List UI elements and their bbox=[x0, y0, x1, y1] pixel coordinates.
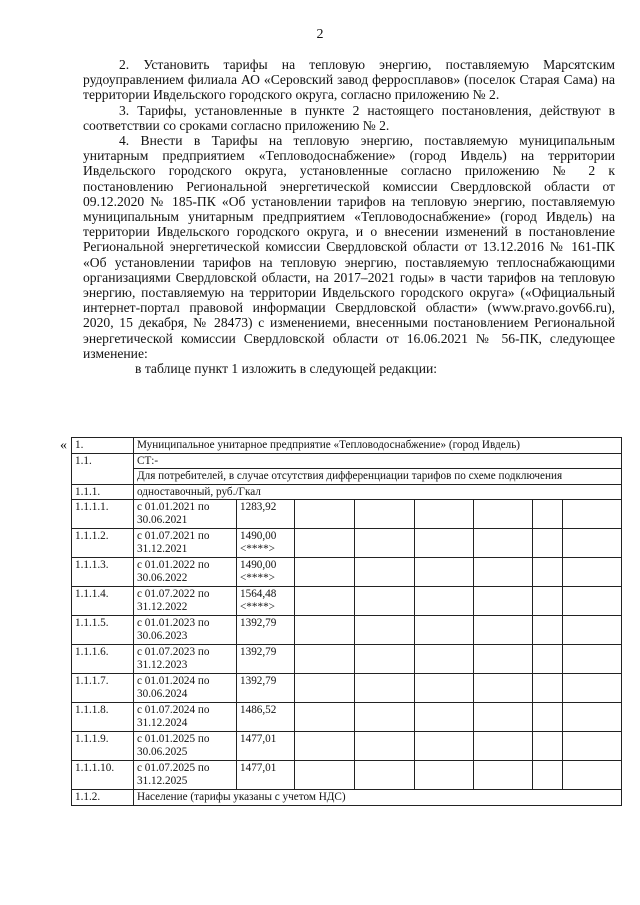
empty-cell bbox=[295, 703, 355, 732]
tariff-value: 1564,48 <****> bbox=[237, 587, 295, 616]
empty-cell bbox=[415, 500, 474, 529]
empty-cell bbox=[563, 529, 622, 558]
consumer-group: Население (тарифы указаны с учетом НДС) bbox=[134, 790, 622, 806]
empty-cell bbox=[295, 500, 355, 529]
empty-cell bbox=[474, 558, 533, 587]
tariff-value: 1477,01 bbox=[237, 761, 295, 790]
row-number: 1. bbox=[72, 438, 134, 454]
tariff-unit: одноставочный, руб./Гкал bbox=[134, 484, 622, 500]
empty-cell bbox=[563, 703, 622, 732]
empty-cell bbox=[355, 500, 415, 529]
period-cell: с 01.07.2021 по 31.12.2021 bbox=[134, 529, 237, 558]
period-cell: с 01.01.2023 по 30.06.2023 bbox=[134, 616, 237, 645]
empty-cell bbox=[295, 529, 355, 558]
table-row bbox=[72, 529, 622, 558]
table-row bbox=[72, 500, 622, 529]
empty-cell bbox=[415, 645, 474, 674]
empty-cell bbox=[355, 732, 415, 761]
empty-cell bbox=[295, 674, 355, 703]
empty-cell bbox=[415, 558, 474, 587]
tariff-value: 1392,79 bbox=[237, 674, 295, 703]
empty-cell bbox=[474, 500, 533, 529]
empty-cell bbox=[474, 703, 533, 732]
empty-cell bbox=[563, 732, 622, 761]
table-row bbox=[72, 645, 622, 674]
empty-cell bbox=[415, 761, 474, 790]
period-cell: с 01.01.2025 по 30.06.2025 bbox=[134, 732, 237, 761]
empty-cell bbox=[295, 587, 355, 616]
empty-cell bbox=[355, 587, 415, 616]
empty-cell bbox=[533, 587, 563, 616]
empty-cell bbox=[355, 703, 415, 732]
empty-cell bbox=[474, 732, 533, 761]
table-row bbox=[72, 674, 622, 703]
row-number: 1.1.1.5. bbox=[72, 616, 134, 645]
empty-cell bbox=[415, 587, 474, 616]
empty-cell bbox=[563, 500, 622, 529]
empty-cell bbox=[563, 674, 622, 703]
empty-cell bbox=[415, 674, 474, 703]
row-number: 1.1.1.6. bbox=[72, 645, 134, 674]
table-row bbox=[72, 616, 622, 645]
empty-cell bbox=[474, 645, 533, 674]
tariff-value: 1490,00 <****> bbox=[237, 558, 295, 587]
empty-cell bbox=[474, 674, 533, 703]
table-row bbox=[72, 587, 622, 616]
empty-cell bbox=[355, 761, 415, 790]
row-number: 1.1. bbox=[72, 453, 134, 484]
empty-cell bbox=[295, 616, 355, 645]
table-row bbox=[72, 469, 622, 485]
empty-cell bbox=[533, 703, 563, 732]
tariff-value: 1392,79 bbox=[237, 616, 295, 645]
row-number: 1.1.1.7. bbox=[72, 674, 134, 703]
empty-cell bbox=[295, 558, 355, 587]
table-row bbox=[72, 438, 622, 454]
row-number: 1.1.2. bbox=[72, 790, 134, 806]
tariff-value: 1392,79 bbox=[237, 645, 295, 674]
row-number: 1.1.1.3. bbox=[72, 558, 134, 587]
empty-cell bbox=[474, 529, 533, 558]
empty-cell bbox=[563, 761, 622, 790]
row-number: 1.1.1.8. bbox=[72, 703, 134, 732]
paragraph-3: 3. Тарифы, установленные в пункте 2 настоящего постановления, действуют в соответствии со сроками согласно приложению № 2. bbox=[83, 102, 615, 133]
row-number: 1.1.1.9. bbox=[72, 732, 134, 761]
table-row bbox=[72, 558, 622, 587]
empty-cell bbox=[355, 645, 415, 674]
empty-cell bbox=[563, 558, 622, 587]
empty-cell bbox=[533, 645, 563, 674]
period-cell: с 01.01.2021 по 30.06.2021 bbox=[134, 500, 237, 529]
table-row bbox=[72, 453, 622, 469]
page-number: 2 bbox=[316, 27, 324, 42]
consumer-group: Для потребителей, в случае отсутствия дифференциации тарифов по схеме подключения bbox=[134, 469, 622, 485]
tariff-value: 1486,52 bbox=[237, 703, 295, 732]
paragraph-2: 2. Установить тарифы на тепловую энергию, поставляемую Марсятским рудоуправлением филиала АО «Серовский завод ферросплавов» (поселок Старая Сама) на территории Ивдельского городского округа, согласно приложению № 2. bbox=[83, 57, 615, 103]
empty-cell bbox=[533, 529, 563, 558]
tariff-value: 1490,00 <****> bbox=[237, 529, 295, 558]
table-row bbox=[72, 761, 622, 790]
empty-cell bbox=[355, 616, 415, 645]
tariff-value: 1477,01 bbox=[237, 732, 295, 761]
organization-name: Муниципальное унитарное предприятие «Тепловодоснабжение» (город Ивдель) bbox=[134, 438, 622, 454]
period-cell: с 01.07.2025 по 31.12.2025 bbox=[134, 761, 237, 790]
opening-quote: « bbox=[60, 438, 67, 453]
table-row bbox=[72, 732, 622, 761]
empty-cell bbox=[415, 616, 474, 645]
empty-cell bbox=[474, 616, 533, 645]
row-number: 1.1.1.4. bbox=[72, 587, 134, 616]
row-number: 1.1.1.1. bbox=[72, 500, 134, 529]
row-number: 1.1.1.2. bbox=[72, 529, 134, 558]
empty-cell bbox=[415, 732, 474, 761]
period-cell: с 01.07.2022 по 31.12.2022 bbox=[134, 587, 237, 616]
period-cell: с 01.01.2022 по 30.06.2022 bbox=[134, 558, 237, 587]
tariff-table bbox=[71, 437, 622, 806]
empty-cell bbox=[533, 500, 563, 529]
period-cell: с 01.07.2023 по 31.12.2023 bbox=[134, 645, 237, 674]
empty-cell bbox=[533, 761, 563, 790]
empty-cell bbox=[415, 529, 474, 558]
period-cell: с 01.01.2024 по 30.06.2024 bbox=[134, 674, 237, 703]
empty-cell bbox=[533, 558, 563, 587]
empty-cell bbox=[355, 529, 415, 558]
period-cell: с 01.07.2024 по 31.12.2024 bbox=[134, 703, 237, 732]
empty-cell bbox=[533, 674, 563, 703]
paragraph-4: 4. Внести в Тарифы на тепловую энергию, поставляемую муниципальным унитарным предприятием «Тепловодоснабжение» (город Ивдель) на территории Ивдельского городского округа, установленные согласно приложению № 2 к постановлению Региональной энергетической комиссии Свердловской области от 09.12.2020 № 185-ПК «Об установлении тарифов на тепловую энергию, поставляемую муниципальным унитарным предприятием «Тепловодоснабжение» (город Ивдель) на территории Ивдельского городского округа, и о внесении изменений в постановление Региональной энергетической комиссии Свердловской области от 13.12.2016 № 161-ПК «Об установлении тарифов на тепловую энергию, поставляемую теплоснабжающими организациями Свердловской области, на 2017–2021 годы» в части тарифов на тепловую энергию, поставляемую на территории Ивдельского городского округа» («Официальный интернет-портал правовой информации Свердловской области» (www.pravo.gov66.ru), 2020, 15 декабря, № 28473) с изменениеми, внесенными постановлением Региональной энергетической комиссии Свердловской области от 16.06.2021 № 56-ПК, следующее изменение: bbox=[83, 133, 615, 361]
table-row bbox=[72, 790, 622, 806]
table-row bbox=[72, 484, 622, 500]
empty-cell bbox=[295, 761, 355, 790]
empty-cell bbox=[533, 732, 563, 761]
table-intro: в таблице пункт 1 изложить в следующей редакции: bbox=[135, 361, 438, 377]
empty-cell bbox=[295, 732, 355, 761]
empty-cell bbox=[563, 616, 622, 645]
tariff-value: 1283,92 bbox=[237, 500, 295, 529]
row-number: 1.1.1. bbox=[72, 484, 134, 500]
tariff-type: СТ:- bbox=[134, 453, 622, 469]
table-row bbox=[72, 703, 622, 732]
empty-cell bbox=[295, 645, 355, 674]
empty-cell bbox=[474, 587, 533, 616]
empty-cell bbox=[474, 761, 533, 790]
empty-cell bbox=[563, 645, 622, 674]
document-body bbox=[83, 57, 615, 376]
row-number: 1.1.1.10. bbox=[72, 761, 134, 790]
empty-cell bbox=[415, 703, 474, 732]
empty-cell bbox=[533, 616, 563, 645]
empty-cell bbox=[355, 558, 415, 587]
empty-cell bbox=[355, 674, 415, 703]
empty-cell bbox=[563, 587, 622, 616]
